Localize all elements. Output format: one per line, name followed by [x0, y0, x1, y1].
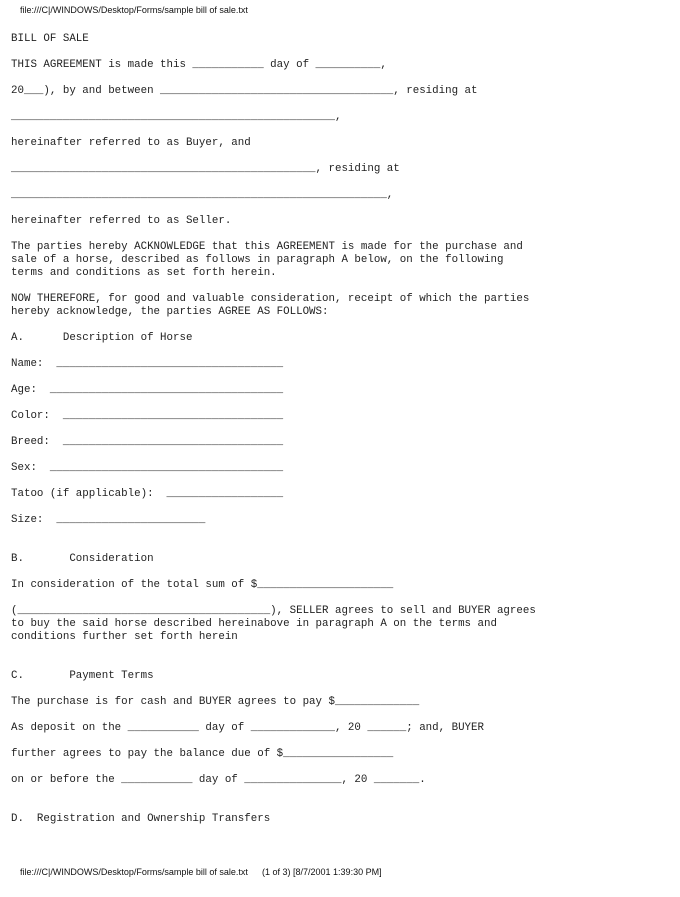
- document-line: __________________________________________________,: [11, 111, 342, 123]
- document-line: In consideration of the total sum of $_____________________: [11, 579, 394, 591]
- document-line: __________________________________________________________,: [11, 189, 394, 201]
- document-line: on or before the ___________ day of _______________, 20 _______.: [11, 774, 426, 786]
- footer-page-info: (1 of 3) [8/7/2001 1:39:30 PM]: [262, 867, 382, 877]
- document-line: Name: ___________________________________: [11, 358, 284, 370]
- document-line: NOW THEREFORE, for good and valuable consideration, receipt of which the parties: [11, 293, 530, 305]
- document-line: THIS AGREEMENT is made this ___________ day of __________,: [11, 59, 387, 71]
- document-line: to buy the said horse described hereinabove in paragraph A on the terms and: [11, 618, 497, 630]
- document-line: Tatoo (if applicable): __________________: [11, 488, 284, 500]
- document-line: (_______________________________________), SELLER agrees to sell and BUYER agrees: [11, 605, 536, 617]
- document-line: terms and conditions as set forth herein.: [11, 267, 277, 279]
- document-line: The purchase is for cash and BUYER agrees to pay $_____________: [11, 696, 420, 708]
- document-line: C. Payment Terms: [11, 670, 154, 682]
- document-line: further agrees to pay the balance due of $_________________: [11, 748, 394, 760]
- page-footer: [20, 867, 670, 881]
- document-line: Sex: ____________________________________: [11, 462, 284, 474]
- document-line: sale of a horse, described as follows in paragraph A below, on the following: [11, 254, 504, 266]
- document-line: D. Registration and Ownership Transfers: [11, 813, 271, 825]
- document-line: _______________________________________________, residing at: [11, 163, 400, 175]
- document-line: hereinafter referred to as Buyer, and: [11, 137, 251, 149]
- document-line: BILL OF SALE: [11, 33, 89, 45]
- document-line: B. Consideration: [11, 553, 154, 565]
- document-line: Size: _______________________: [11, 514, 206, 526]
- document-line: hereinafter referred to as Seller.: [11, 215, 232, 227]
- document-line: The parties hereby ACKNOWLEDGE that this AGREEMENT is made for the purchase and: [11, 241, 523, 253]
- document-line: Breed: __________________________________: [11, 436, 284, 448]
- document-line: hereby acknowledge, the parties AGREE AS FOLLOWS:: [11, 306, 329, 318]
- document-line: Age: ____________________________________: [11, 384, 284, 396]
- footer-path: file:///C|/WINDOWS/Desktop/Forms/sample bill of sale.txt: [20, 867, 248, 877]
- document-line: Color: __________________________________: [11, 410, 284, 422]
- document-line: A. Description of Horse: [11, 332, 193, 344]
- document-line: As deposit on the ___________ day of _____________, 20 ______; and, BUYER: [11, 722, 484, 734]
- page-header-path: file:///C|/WINDOWS/Desktop/Forms/sample bill of sale.txt: [20, 5, 248, 15]
- document-line: 20___), by and between ____________________________________, residing at: [11, 85, 478, 97]
- document-line: conditions further set forth herein: [11, 631, 238, 643]
